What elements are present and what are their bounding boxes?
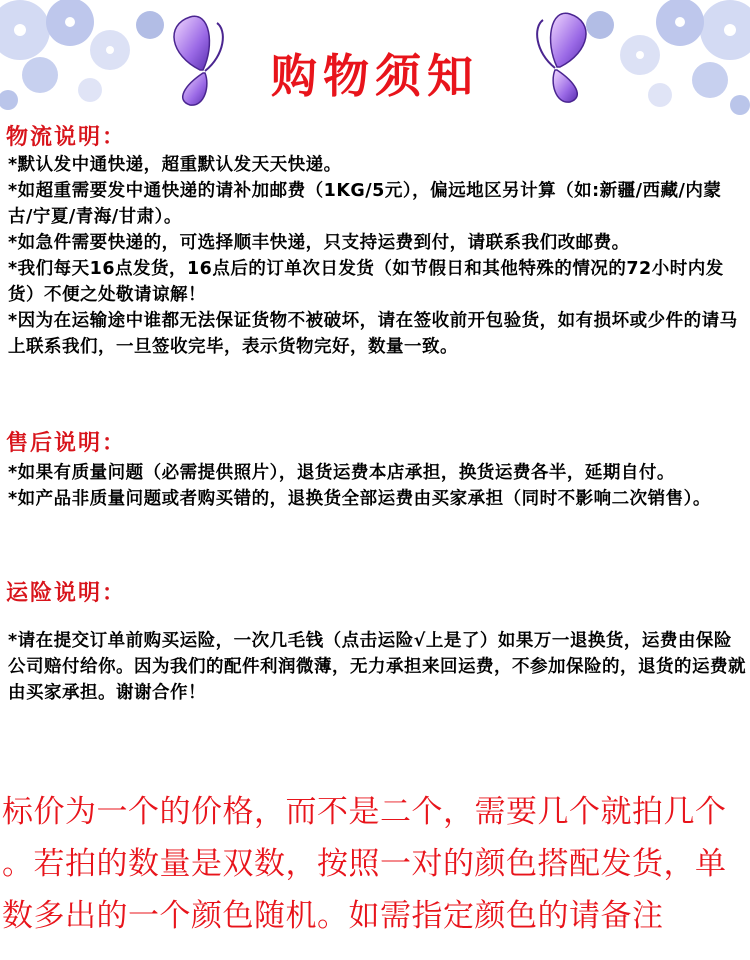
- insurance-heading: 运险说明：: [6, 581, 127, 606]
- aftersale-section: [8, 460, 746, 512]
- insurance-line: *请在提交订单前购买运险，一次几毛钱（点击运险√上是了）如果万一退换货，运费由保险公司赔付给你。因为我们的配件利润微薄，无力承担来回运费，不参加保险的，退货的运费就由买家承担。谢谢合作！: [8, 631, 746, 703]
- logistics-line: *我们每天16点发货，16点后的订单次日发货（如节假日和其他特殊的情况的72小时内发货）不便之处敬请谅解！: [8, 259, 724, 305]
- logistics-line: *因为在运输途中谁都无法保证货物不被破坏，请在签收前开包验货，如有损坏或少件的请马上联系我们，一旦签收完毕，表示货物完好，数量一致。: [8, 311, 738, 357]
- aftersale-line: *如产品非质量问题或者购买错的，退换货全部运费由买家承担（同时不影响二次销售）。: [8, 489, 711, 509]
- logistics-section: [8, 152, 746, 360]
- insurance-section: [8, 628, 746, 706]
- aftersale-line: *如果有质量问题（必需提供照片），退货运费本店承担，换货运费各半，延期自付。: [8, 463, 675, 483]
- pricing-note: 标价为一个的价格，而不是二个，需要几个就拍几个 。若拍的数量是双数，按照一对的颜色搭配发货，单数多出的一个颜色随机。如需指定颜色的请备注: [2, 794, 727, 934]
- logistics-heading: 物流说明：: [6, 125, 127, 150]
- aftersale-heading: 售后说明：: [6, 431, 127, 456]
- header-banner: [0, 0, 750, 120]
- page-title: 购物须知: [271, 49, 479, 103]
- logistics-line: *默认发中通快递，超重默认发天天快递。: [8, 155, 342, 175]
- logistics-line: *如超重需要发中通快递的请补加邮费（1KG/5元），偏远地区另计算（如:新疆/西藏/内蒙古/宁夏/青海/甘肃）。: [8, 181, 722, 227]
- logistics-line: *如急件需要快递的，可选择顺丰快递，只支持运费到付，请联系我们改邮费。: [8, 233, 630, 253]
